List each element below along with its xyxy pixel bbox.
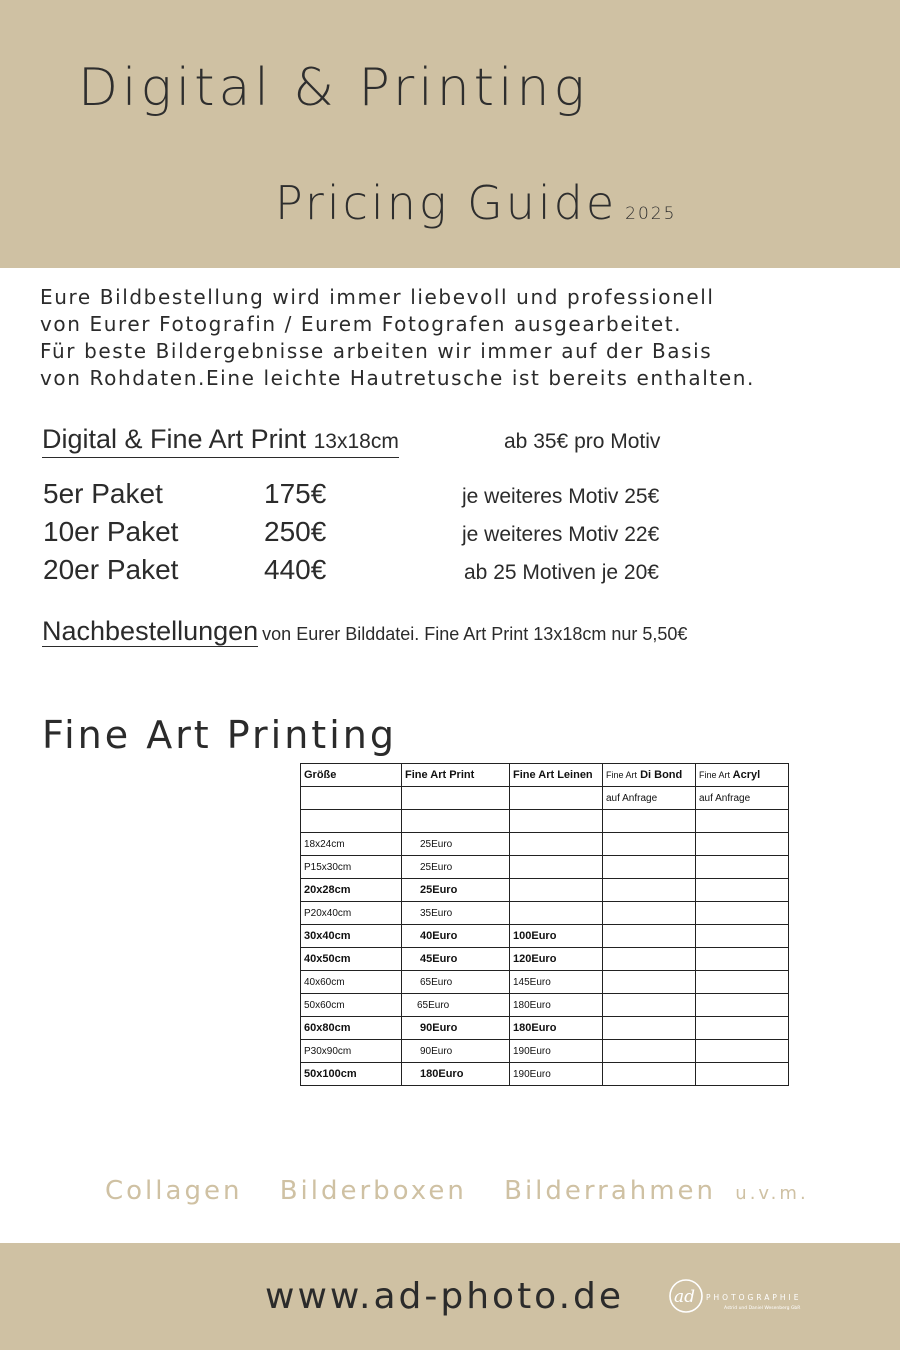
digital-heading xyxy=(42,424,399,458)
table-row xyxy=(301,1063,789,1086)
package-name: 20er Paket xyxy=(43,554,179,585)
intro-line: Für beste Bildergebnisse arbeiten wir immer auf der Basis xyxy=(40,339,713,363)
table-row xyxy=(301,994,789,1017)
print-price-cell: 25Euro xyxy=(402,879,510,902)
table-row xyxy=(301,1017,789,1040)
table-row xyxy=(301,810,789,833)
column-header-main: Acryl xyxy=(732,769,761,781)
package-name: 5er Paket xyxy=(43,478,163,509)
column-header: Fine Art Leinen xyxy=(510,764,603,787)
extra-item: Bilderboxen xyxy=(279,1176,467,1206)
size-cell: 18x24cm xyxy=(301,833,402,856)
reorder-section xyxy=(42,616,687,647)
size-cell: P30x90cm xyxy=(301,1040,402,1063)
logo-initials: ad xyxy=(674,1287,696,1307)
size-cell: P20x40cm xyxy=(301,902,402,925)
year-label: 2025 xyxy=(625,204,677,224)
table-row xyxy=(301,856,789,879)
extra-item: Bilderrahmen xyxy=(504,1176,717,1206)
column-header-prefix: Fine Art xyxy=(699,770,731,780)
intro-line: von Eurer Fotografin / Eurem Fotografen ausgearbeitet. xyxy=(40,312,683,336)
reorder-heading: Nachbestellungen xyxy=(42,616,259,646)
column-header xyxy=(696,764,789,787)
canvas-price-cell xyxy=(510,833,603,856)
canvas-price-cell xyxy=(510,902,603,925)
canvas-price-cell xyxy=(510,879,603,902)
table-row xyxy=(301,902,789,925)
table-row xyxy=(301,833,789,856)
size-cell: P15x30cm xyxy=(301,856,402,879)
size-cell: 30x40cm xyxy=(301,925,402,948)
size-cell: 20x28cm xyxy=(301,879,402,902)
package-note: je weiteres Motiv 25€ xyxy=(462,485,660,508)
canvas-price-cell: 100Euro xyxy=(510,925,603,948)
digital-heading-text: Digital & Fine Art Print xyxy=(42,424,307,454)
table-row xyxy=(301,948,789,971)
digital-heading-size: 13x18cm xyxy=(313,430,399,453)
extras-line xyxy=(105,1176,809,1206)
print-price-cell: 40Euro xyxy=(402,925,510,948)
table-row xyxy=(301,879,789,902)
table-row xyxy=(301,925,789,948)
intro-text xyxy=(40,284,755,392)
print-price-cell: 45Euro xyxy=(402,948,510,971)
fine-art-heading: Fine Art Printing xyxy=(42,713,397,757)
print-price-cell: 180Euro xyxy=(402,1063,510,1086)
canvas-price-cell: 120Euro xyxy=(510,948,603,971)
table-header-row xyxy=(301,764,789,787)
package-price: 440€ xyxy=(264,554,327,585)
table-row xyxy=(301,787,789,810)
page-subtitle xyxy=(275,176,676,230)
size-cell: 50x60cm xyxy=(301,994,402,1017)
subtitle-text: Pricing Guide xyxy=(275,176,618,230)
logo-tagline: Astrid und Daniel Wesenberg GbR xyxy=(724,1306,801,1311)
package-price: 250€ xyxy=(264,516,327,547)
print-price-cell: 35Euro xyxy=(402,902,510,925)
canvas-price-cell: 190Euro xyxy=(510,1040,603,1063)
print-price-cell: 25Euro xyxy=(402,856,510,879)
extras-suffix: u.v.m. xyxy=(735,1183,809,1204)
canvas-price-cell: 190Euro xyxy=(510,1063,603,1086)
digital-price-note: ab 35€ pro Motiv xyxy=(504,430,661,453)
package-name: 10er Paket xyxy=(43,516,179,547)
reorder-text: von Eurer Bilddatei. Fine Art Print 13x18cm nur 5,50€ xyxy=(262,624,688,644)
price-table xyxy=(300,763,789,1086)
print-price-cell: 90Euro xyxy=(402,1040,510,1063)
intro-line: von Rohdaten.Eine leichte Hautretusche ist bereits enthalten. xyxy=(40,366,755,390)
print-price-cell: 90Euro xyxy=(402,1017,510,1040)
brand-logo xyxy=(668,1278,848,1314)
canvas-price-cell: 180Euro xyxy=(510,994,603,1017)
column-header-main: Di Bond xyxy=(640,769,683,781)
canvas-price-cell xyxy=(510,856,603,879)
extra-item: Collagen xyxy=(105,1176,243,1206)
on-request-cell: auf Anfrage xyxy=(696,787,789,810)
print-price-cell: 65Euro xyxy=(402,994,510,1017)
size-cell: 50x100cm xyxy=(301,1063,402,1086)
package-price: 175€ xyxy=(264,478,327,509)
column-header xyxy=(603,764,696,787)
column-header-prefix: Fine Art xyxy=(606,770,638,780)
column-header: Größe xyxy=(301,764,402,787)
package-note: ab 25 Motiven je 20€ xyxy=(464,561,659,584)
print-price-cell: 65Euro xyxy=(402,971,510,994)
canvas-price-cell: 145Euro xyxy=(510,971,603,994)
table-row xyxy=(301,971,789,994)
package-note: je weiteres Motiv 22€ xyxy=(462,523,660,546)
intro-line: Eure Bildbestellung wird immer liebevoll und professionell xyxy=(40,285,715,309)
print-price-cell: 25Euro xyxy=(402,833,510,856)
table-row xyxy=(301,1040,789,1063)
size-cell: 60x80cm xyxy=(301,1017,402,1040)
canvas-price-cell: 180Euro xyxy=(510,1017,603,1040)
website-link[interactable]: www.ad-photo.de xyxy=(265,1276,625,1317)
logo-wordmark: PHOTOGRAPHIE xyxy=(706,1293,802,1302)
size-cell: 40x60cm xyxy=(301,971,402,994)
column-header: Fine Art Print xyxy=(402,764,510,787)
size-cell: 40x50cm xyxy=(301,948,402,971)
on-request-cell: auf Anfrage xyxy=(603,787,696,810)
page-title: Digital & Printing xyxy=(78,58,589,118)
